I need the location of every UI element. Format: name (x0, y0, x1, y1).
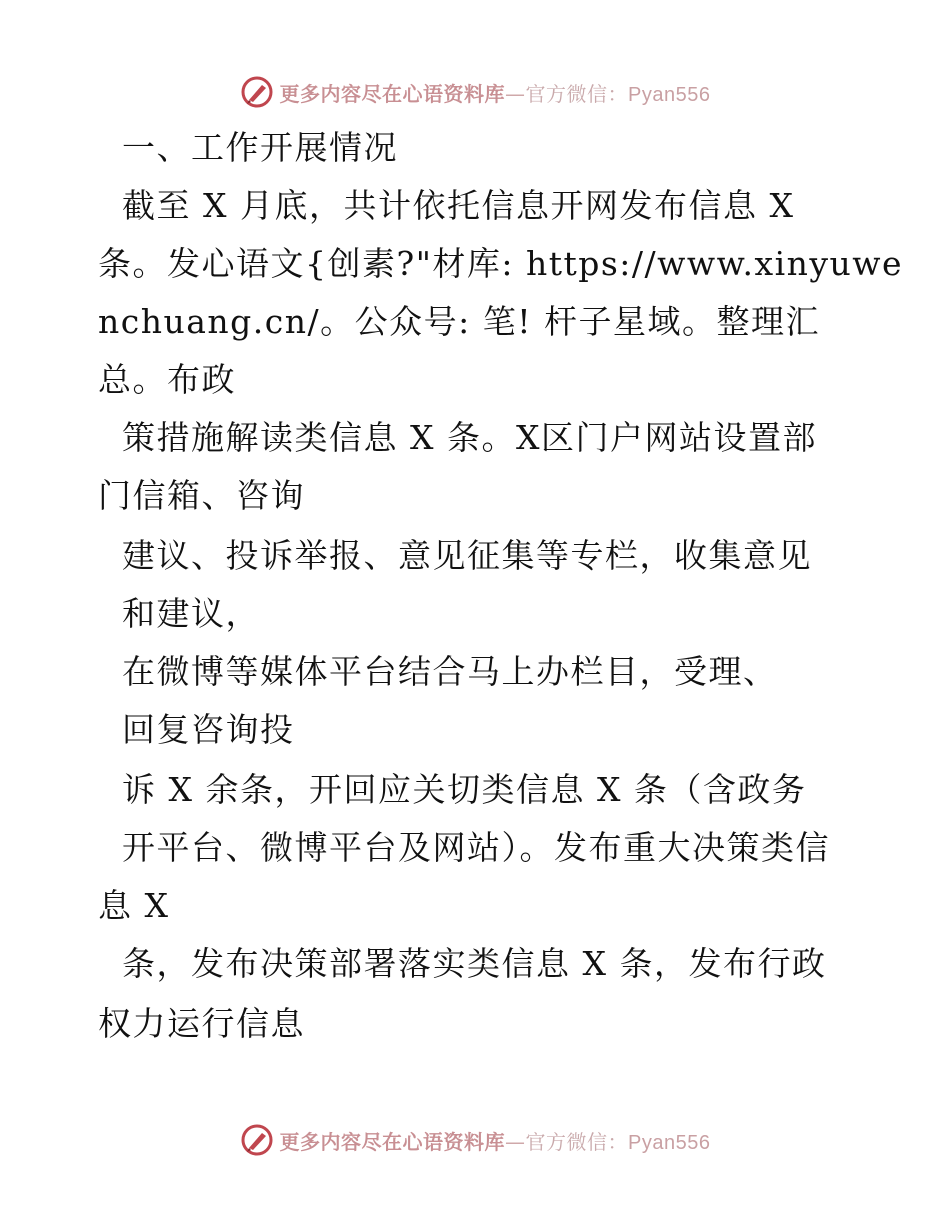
paragraph-line: 和建议， (98, 594, 260, 633)
paragraph-line: 条。发心语文{创素?"材库: https://www.xinyuwe (98, 244, 904, 283)
watermark-official-label: 官方微信： (525, 1129, 629, 1154)
paragraph-line: 开平台、微博平台及网站）。发布重大决策类信 (98, 828, 830, 867)
header-watermark (0, 72, 950, 112)
paragraph-line: 总。布政 (98, 360, 236, 399)
pen-logo-icon (240, 1123, 274, 1157)
watermark-site-name: 更多内容尽在心语资料库 (279, 1129, 506, 1154)
paragraph-line: 建议、投诉举报、意见征集等专栏，收集意见 (98, 536, 812, 575)
watermark-wechat-id: Pyan556 (628, 83, 711, 106)
watermark-site-name: 更多内容尽在心语资料库 (279, 81, 506, 106)
pen-logo-icon (240, 75, 274, 109)
footer-watermark (0, 1120, 950, 1160)
paragraph-line: 诉 X 余条，开回应关切类信息 X 条（含政务 (98, 770, 807, 809)
watermark-official-label: 官方微信： (525, 81, 629, 106)
paragraph-line: 权力运行信息 (98, 1004, 305, 1043)
watermark-wechat-id: Pyan556 (628, 1131, 711, 1154)
paragraph-line: 截至 X 月底，共计依托信息开网发布信息 X (98, 186, 795, 225)
paragraph-line: 门信箱、咨询 (98, 476, 305, 515)
paragraph-line: 在微博等媒体平台结合马上办栏目，受理、 (98, 652, 778, 691)
paragraph-line: 回复咨询投 (98, 710, 295, 749)
paragraph-line: 条，发布决策部署落实类信息 X 条，发布行政 (98, 944, 827, 983)
paragraph-line: 息 X (98, 886, 170, 925)
watermark-text (280, 1126, 711, 1155)
paragraph-line: nchuang.cn/。公众号: 笔! 杆子星域。整理汇 (98, 302, 820, 341)
paragraph-line: 策措施解读类信息 X 条。X区门户网站设置部 (98, 418, 817, 457)
watermark-separator: — (505, 81, 526, 106)
watermark-text (280, 78, 711, 107)
watermark-separator: — (505, 1129, 526, 1154)
section-heading: 一、工作开展情况 (98, 128, 398, 167)
